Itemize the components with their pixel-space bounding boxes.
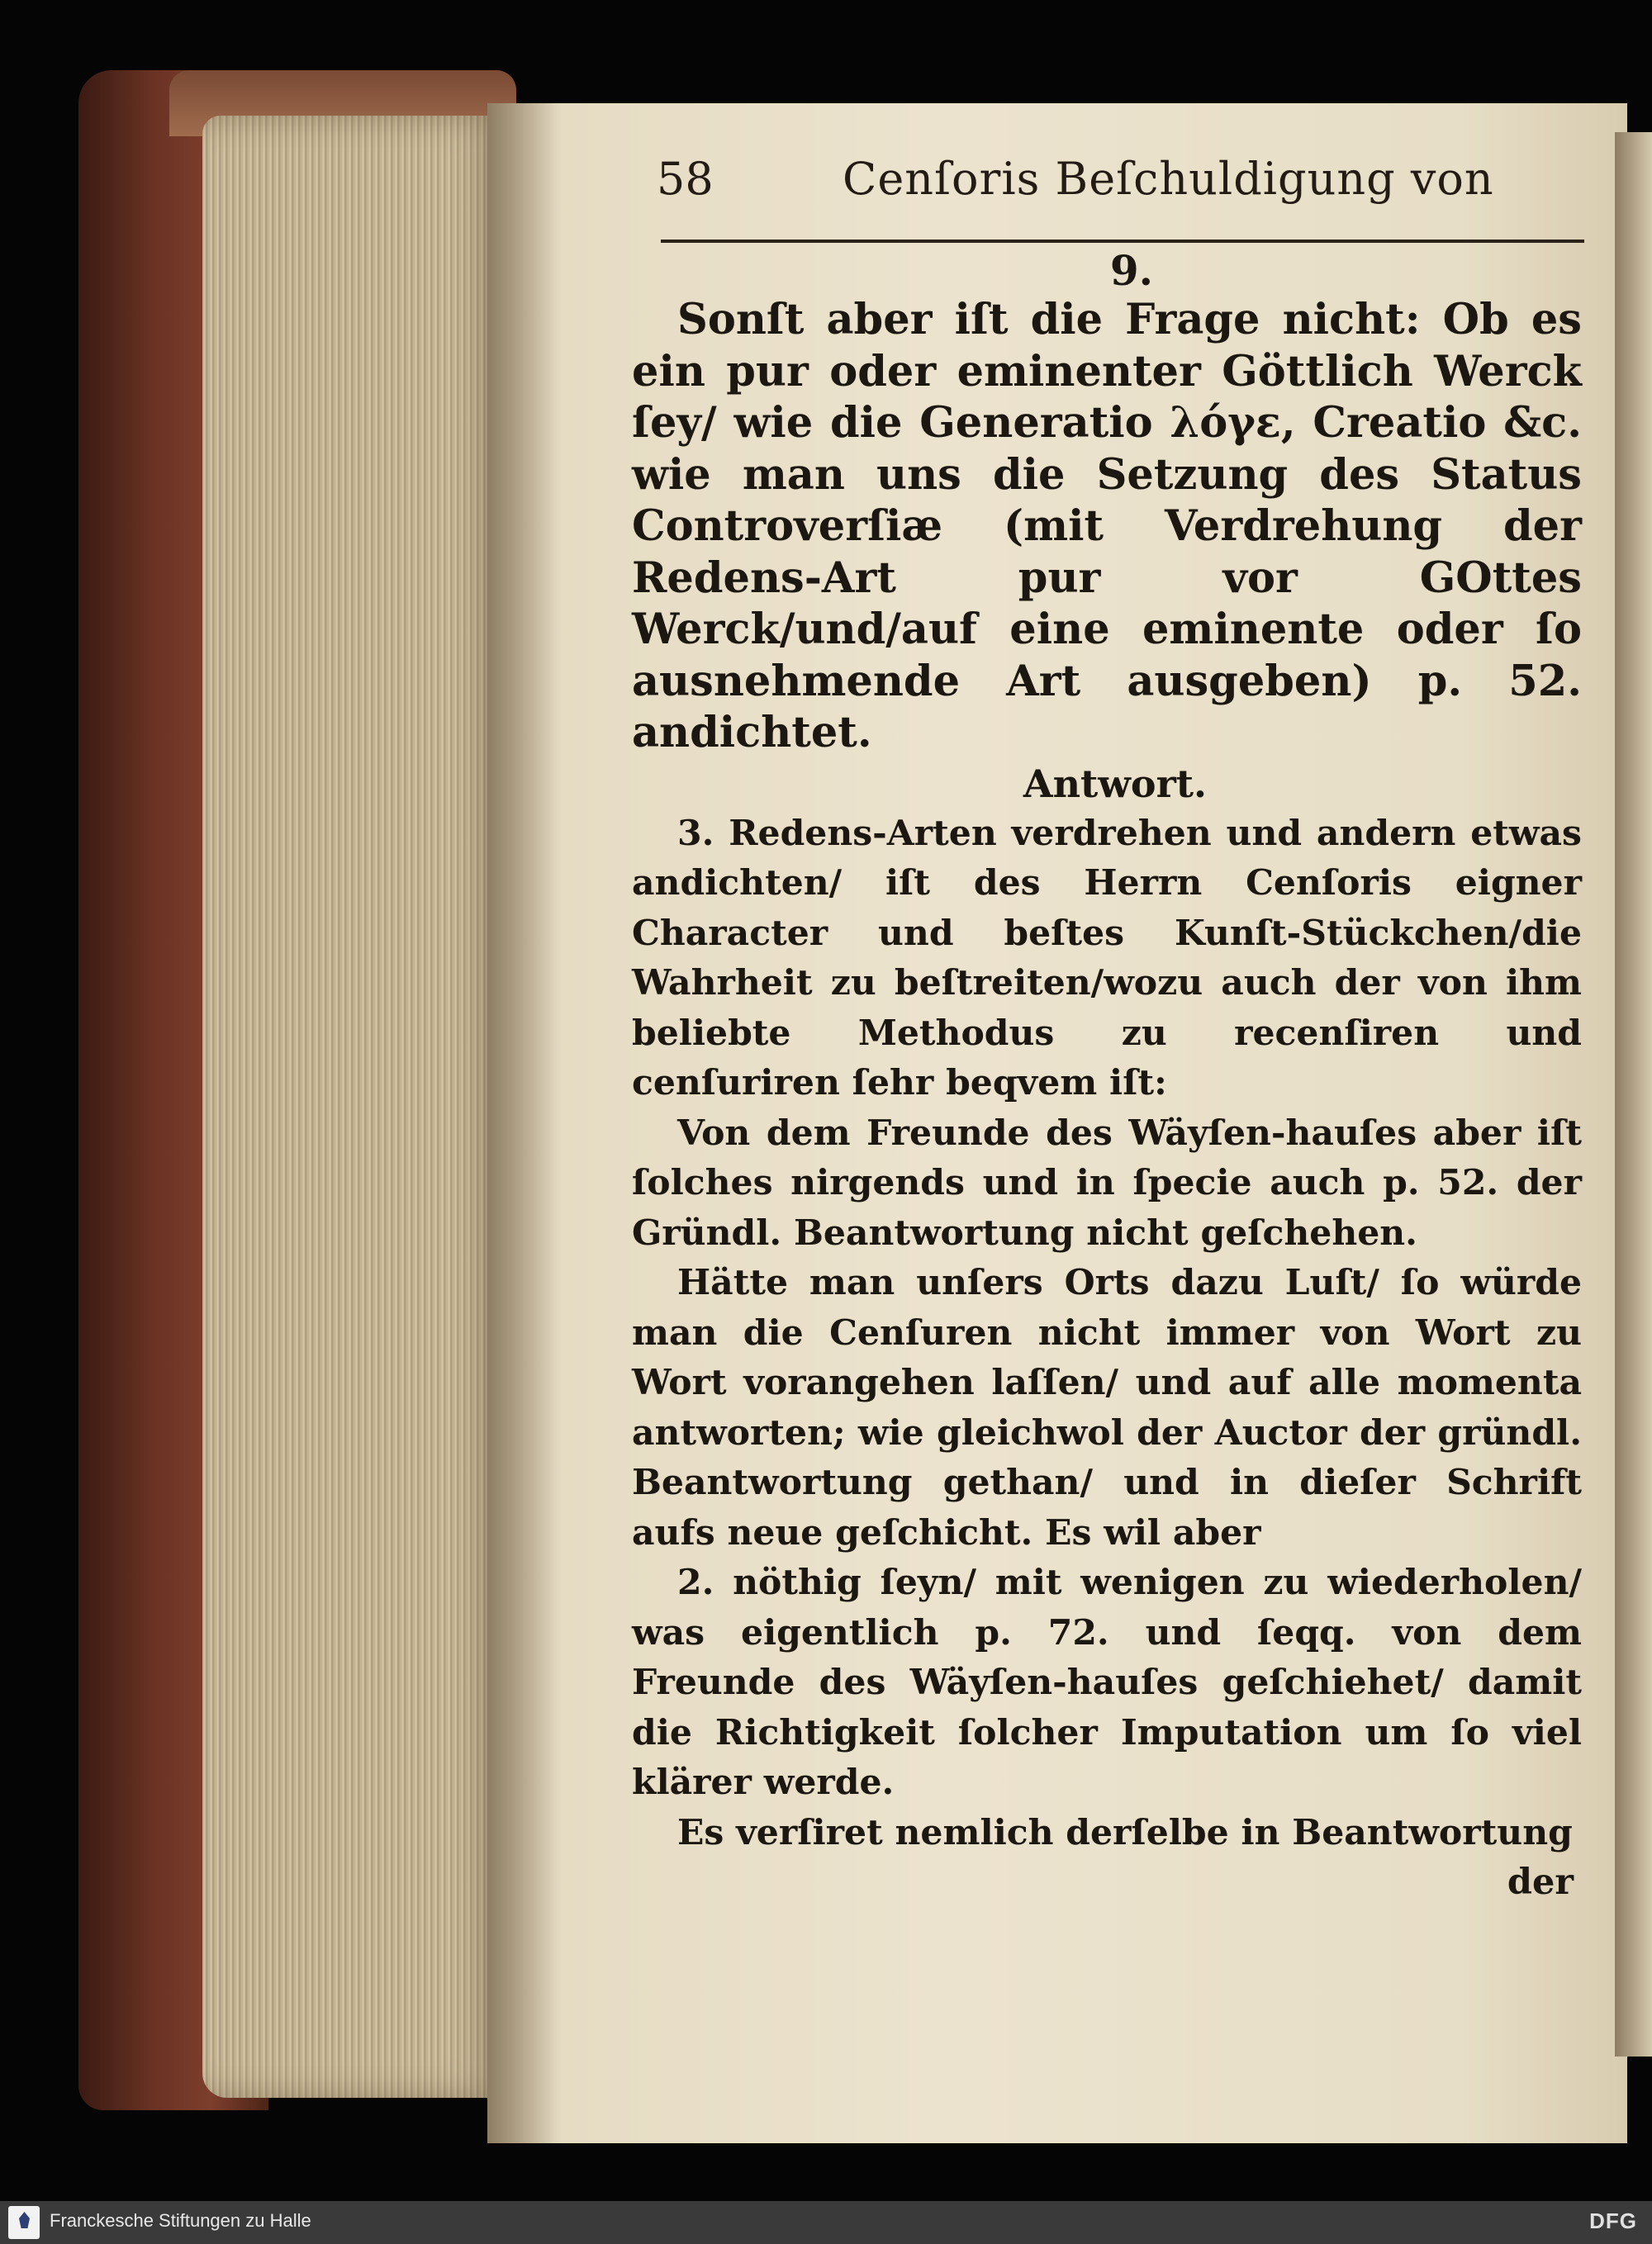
running-head: [657, 153, 1574, 219]
page-edges: [202, 116, 508, 2098]
section-number: 9.: [1109, 246, 1154, 295]
gutter-shadow: [487, 103, 562, 2143]
facing-page-edge: [1615, 132, 1652, 2057]
answer-heading: Antwort.: [1023, 761, 1208, 806]
institution-logo-icon: [8, 2206, 40, 2239]
text-block: [632, 248, 1582, 1907]
page-number: 58: [657, 153, 714, 205]
footer-bar: [0, 2201, 1652, 2244]
institution-name: Franckesche Stiftungen zu Halle: [50, 2210, 311, 2231]
catchword: der: [1507, 1862, 1574, 1903]
paragraph-5: 2. nöthig ſeyn/ mit wenigen zu wiederholen/ was eigentlich p. 72. und ſeqq. von dem Freunde des Wäyſen-hauſes geſchiehet/ damit die Richtigkeit ſolcher Imputation um ſo viel klärer werde.: [632, 1562, 1582, 1803]
dfg-logo: DFG: [1589, 2208, 1637, 2233]
paragraph-6: Es verſiret nemlich derſelbe in Beantwortung: [677, 1811, 1573, 1853]
paragraph-3: Von dem Freunde des Wäyſen-hauſes aber iſt ſolches nirgends und in ſpecie auch p. 52. der Gründl. Beantwortung nicht geſchehen.: [632, 1112, 1582, 1254]
paragraph-1: Sonſt aber iſt die Frage nicht: Ob es ein pur oder eminenter Göttlich Werck ſey/ wie die Generatio λόγε, Creatio &c. wie man uns die Setzung des Status Controverſiæ (mit Verdrehung der Redens-Art pur vor GOttes Werck/und/auf eine eminente oder ſo ausnehmende Art ausgeben) p. 52. andichtet.: [632, 295, 1582, 757]
paragraph-4: Hätte man unſers Orts dazu Luſt/ ſo würde man die Cenſuren nicht immer von Wort zu Wort vorangehen laſſen/ und auf alle momenta antworten; wie gleichwol der Auctor der gründl. Beantwortung gethan/ und in dieſer Schrift aufs neue geſchicht. Es wil aber: [632, 1262, 1582, 1554]
paragraph-2: 3. Redens-Arten verdrehen und andern etwas andichten/ iſt des Herrn Cenſoris eigner Character und beſtes Kunſt-Stückchen/die Wahrheit zu beſtreiten/wozu auch der von ihm beliebte Methodus zu recenſiren und cenſuriren ſehr beqvem iſt:: [632, 812, 1582, 1103]
head-rule: [661, 240, 1584, 243]
running-head-title: Cenſoris Beſchuldigung von: [843, 153, 1494, 205]
logo-glyph-icon: [19, 2212, 30, 2228]
